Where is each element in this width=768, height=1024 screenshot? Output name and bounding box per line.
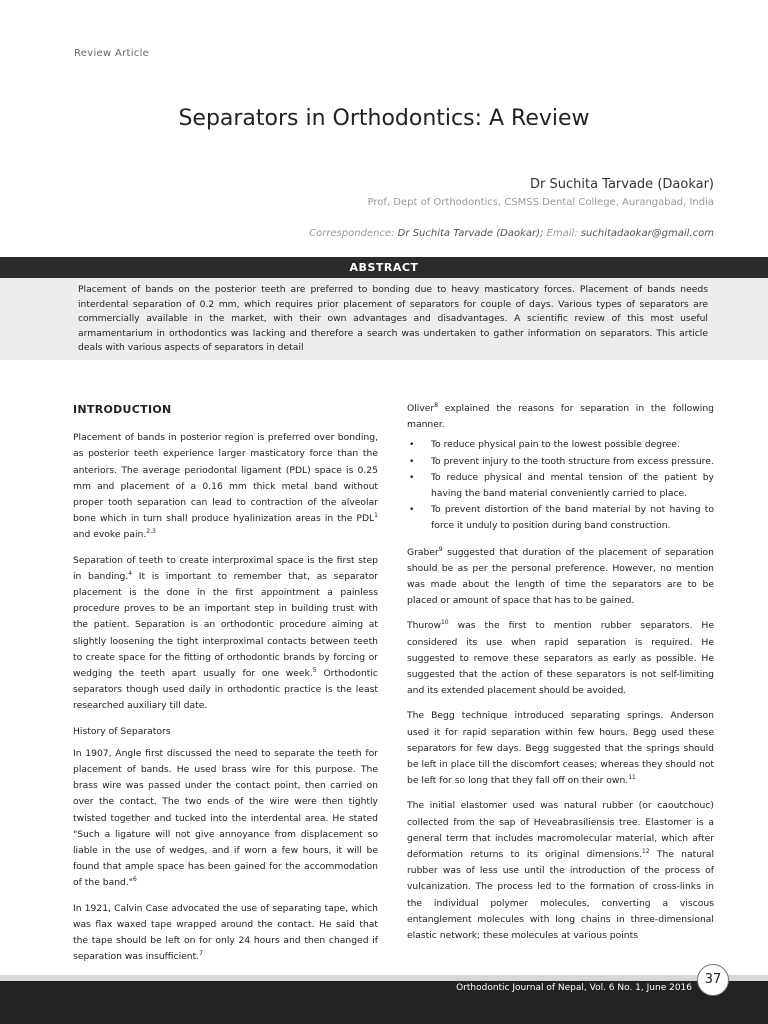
paragraph: The initial elastomer used was natural rubber (or caoutchouc) collected from the sap of Heveabrasiliensis tree. Elastomer is a general term that includes macromolecular material, which after deformation returns to its original dimensions.$^{12}$ The natural rubber was of less use until the introduction of the process of vulcanization. The process led to the formation of cross-links in the individual polymer molecules, converting a viscous entanglement molecules with long chains in three-dimensional elastic network; these molecules at various points [407,800,714,942]
correspondence-label: Correspondence: [309,228,395,239]
history-subheading: History of Separators [73,725,171,737]
paragraph: Thurow$^{10}$ was the first to mention rubber separators. He considered its use when rapid separation is required. He suggested to remove these separators as early as possible. He suggested that the action of these separators is not self-limiting and its extended placement should be avoided. [407,619,714,697]
left-column [73,402,378,975]
author-affiliation: Prof, Dept of Orthodontics, CSMSS Dental College, Aurangabad, India [367,197,714,208]
page-number: 37 [697,964,729,996]
paragraph: The Begg technique introduced separating springs. Anderson used it for rapid separation within few hours. Begg used these separators for few days. Begg suggested that the springs should be left in place till the discomfort ceases; whereas they should not be left for so long that they fall off on their own.$^{11}$ [407,710,714,787]
paragraph: Oliver$^8$ explained the reasons for separation in the following manner. [407,401,714,431]
abstract-heading: ABSTRACT [0,257,768,278]
list-item: • To prevent injury to the tooth structure from excess pressure. [407,454,714,470]
right-column [407,401,714,953]
abstract-body: Placement of bands on the posterior teeth are preferred to bonding due to heavy masticatory forces. Placement of bands needs interdental separation of 0.2 mm, which requires prior placement of separators for couple of days. Various types of separators are commercially available in the market, with their own advantages and disadvantages. A scientific review of this most useful armamentarium in orthodontics was lacking and therefore a search was undertaken to gather information on separators. This article deals with various aspects of separators in detail [0,278,768,360]
section-label: Review Article [74,48,150,59]
paragraph: Placement of bands in posterior region is preferred over bonding, as posterior teeth experience larger masticatory force than the anteriors. The average periodontal ligament (PDL) space is 0.25 mm and placement of a 0.16 mm thick metal band without proper tooth separation can lead to contraction of the alveolar bone which in turn shall produce hyalinization areas in the PDL$^1$ and evoke pain.$^{2,3}$ [73,432,378,541]
correspondence-line [309,228,714,239]
paragraph: In 1921, Calvin Case advocated the use of separating tape, which was flax waxed tape wrapped around the contact. He said that the tape should be left on for only 24 hours and then changed if separation was insufficient.$^7$ [73,902,378,963]
paragraph: Separation of teeth to create interproximal space is the first step in banding.$^4$ It is important to remember that, as separator placement is the done in the first appointment a painless procedure proves to be an important step in building trust with the patient. Separation is an orthodontic procedure aiming at slightly loosening the tight interproximal contacts between teeth to create space for the fitting of orthodontic brands by forcing or wedging the teeth apart usually for one week.$^5$ Orthodontic separators though used daily in orthodontic practice is the least researched auxiliary till date. [73,554,378,712]
author-name: Dr Suchita Tarvade (Daokar) [530,177,714,192]
journal-citation: Orthodontic Journal of Nepal, Vol. 6 No. 1, June 2016 [456,983,692,993]
email-link[interactable]: suchitadaokar@gmail.com [577,228,714,239]
correspondence-name: Dr Suchita Tarvade (Daokar); [394,228,544,239]
paragraph: In 1907, Angle first discussed the need to separate the teeth for placement of bands. He used brass wire for this purpose. The brass wire was passed under the contact point, then carried on over the contact. The two ends of the wire were then tightly twisted together and tucked into the interdental area. He stated "Such a ligature will not give annoyance from displacement so liable in the use of wedges, and if worn a few hours, it will be found that ample space has been gained for the accommodation of the band."$^6$ [73,747,378,889]
list-item: • To reduce physical pain to the lowest possible degree. [407,437,714,453]
email-label: Email: [543,228,578,239]
introduction-heading: INTRODUCTION [73,403,172,416]
list-item: • To reduce physical and mental tension of the patient by having the band material conveniently carried to place. [407,470,714,502]
reasons-list [407,437,714,534]
article-title: Separators in Orthodontics: A Review [178,106,590,131]
list-item: • To prevent distortion of the band material by not having to force it unduly to position during band construction. [407,502,714,534]
paragraph: Graber$^9$ suggested that duration of the placement of separation should be as per the personal preference. However, no mention was made about the length of time the separators are to be placed or amount of space that has to be gained. [407,545,714,607]
